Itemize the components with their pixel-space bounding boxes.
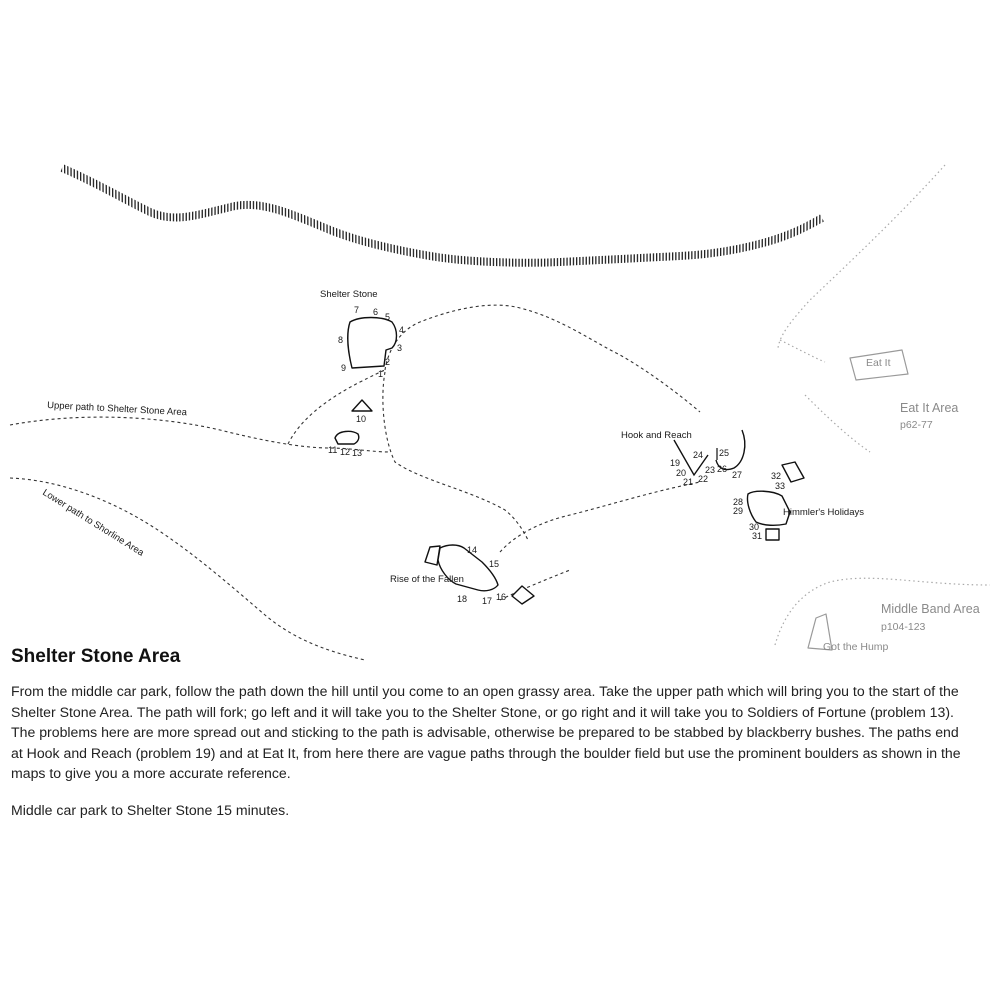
- eat-it-lower-path: [805, 395, 870, 452]
- problem-15: 15: [489, 559, 500, 569]
- section-body: From the middle car park, follow the path down the hill until you come to an open grassy area. Take the upper path which will bring you to the start of the Shelter Stone Area. The path will fork; go left and it will take you to the Shelter Stone, or go right and it will take you to Soldiers of Fortune (problem 13). The problems here are more spread out and sticking to the path is advisable, otherwise be prepared to be stabbed by blackberry bushes. The paths end at Hook and Reach (problem 19) and at Eat It, from here there are vague paths through the boulder field but use the prominent boulders as shown in the maps to give you a more accurate reference.: [11, 683, 961, 781]
- problem-11: 11: [328, 445, 338, 455]
- problem-32: 32: [771, 471, 782, 481]
- rise-of-the-fallen-path: [500, 570, 570, 600]
- problem-30: 30: [749, 522, 760, 532]
- middle-band-area-label: Middle Band Area: [881, 602, 980, 616]
- problem-7: 7: [354, 305, 360, 315]
- hook-and-reach-label: Hook and Reach: [621, 430, 692, 441]
- problem-5: 5: [385, 312, 391, 322]
- eat-it-boulder-label: Eat It: [866, 357, 891, 369]
- got-the-hump-label: Got the Hump: [823, 641, 889, 653]
- problem-23: 23: [705, 465, 716, 475]
- rise-of-the-fallen-label: Rise of the Fallen: [390, 574, 464, 585]
- problem-25: 25: [719, 448, 730, 458]
- eat-it-pages: p62-77: [900, 419, 933, 431]
- problem-29: 29: [733, 506, 744, 516]
- shelter-stone-label: Shelter Stone: [320, 289, 378, 300]
- rise-boulder-small: [425, 546, 440, 565]
- problem-33: 33: [775, 481, 786, 491]
- problems-32-33-boulder: [782, 462, 804, 482]
- shelter-stone-approach-path: [288, 370, 385, 444]
- problem-8: 8: [338, 335, 344, 345]
- problem-19: 19: [670, 458, 681, 468]
- problem-14: 14: [467, 545, 478, 555]
- problem-21: 21: [683, 477, 694, 487]
- problem-1: 1: [378, 369, 384, 379]
- lower-path-label: Lower path to Shorline Area: [40, 487, 146, 559]
- middle-band-pages: p104-123: [881, 621, 926, 633]
- problem-16-boulder: [512, 586, 534, 604]
- problem-16: 16: [496, 592, 507, 602]
- problem-13: 13: [352, 448, 363, 458]
- problem-27: 27: [732, 470, 743, 480]
- problem-28: 28: [733, 497, 744, 507]
- problem-9: 9: [341, 363, 347, 373]
- problem-20: 20: [676, 468, 687, 478]
- central-loop-path: [385, 305, 700, 412]
- problem-2: 2: [385, 357, 391, 367]
- problems-30-31-boulder: [766, 529, 779, 540]
- problem-26: 26: [717, 464, 728, 474]
- problem-3: 3: [397, 343, 403, 353]
- problem-10: 10: [356, 414, 367, 424]
- problem-4: 4: [399, 325, 405, 335]
- walk-in-time: Middle car park to Shelter Stone 15 minutes.: [11, 802, 290, 818]
- problem-12: 12: [340, 447, 351, 457]
- eat-it-area-path: [778, 165, 945, 348]
- problem-31: 31: [752, 531, 763, 541]
- problem-10-boulder: [352, 400, 372, 411]
- problem-24: 24: [693, 450, 704, 460]
- eat-it-area-label: Eat It Area: [900, 401, 959, 415]
- section-title: Shelter Stone Area: [11, 646, 181, 667]
- hook-and-reach-path: [500, 482, 700, 552]
- problem-22: 22: [698, 474, 709, 484]
- problem-6: 6: [373, 307, 379, 317]
- fork-path: [383, 372, 528, 540]
- problem-17: 17: [482, 596, 493, 606]
- himmlers-holidays-label: Himmler's Holidays: [783, 507, 864, 518]
- eat-it-branch-path: [780, 340, 825, 362]
- ridge-line: [62, 168, 822, 263]
- upper-path-label: Upper path to Shelter Stone Area: [46, 400, 188, 419]
- problem-18: 18: [457, 594, 468, 604]
- problems-11-13-boulder: [335, 431, 359, 444]
